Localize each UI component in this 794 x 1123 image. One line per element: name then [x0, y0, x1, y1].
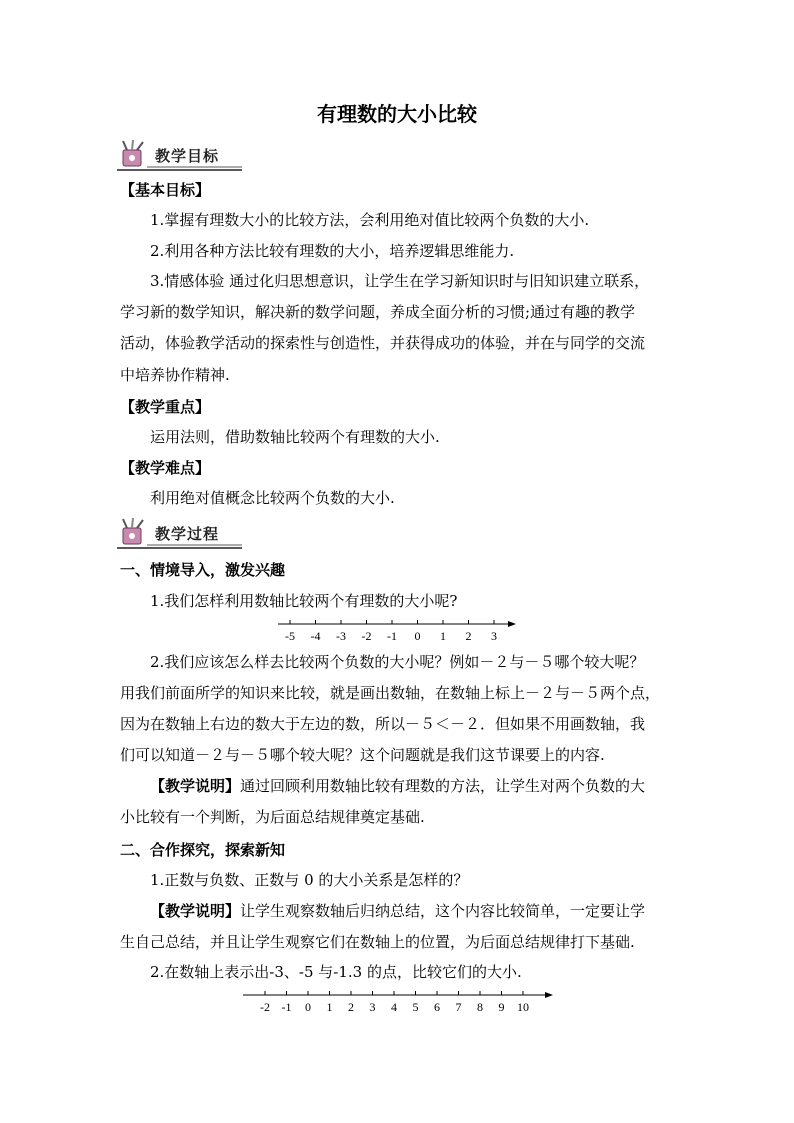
key-point-heading: 【教学重点】: [120, 398, 211, 416]
section-header-teaching-process: [117, 518, 247, 552]
section-label: 教学目标: [155, 147, 220, 165]
axis-tick-label: 2: [348, 1000, 354, 1014]
axis-tick-label: -2: [260, 1000, 270, 1014]
axis-tick-label: 6: [434, 1000, 440, 1014]
axis-tick-label: 7: [455, 1000, 462, 1014]
question-2-line-1: 2.我们应该怎么样去比较两个负数的大小呢？例如－２与－５哪个较大呢？: [150, 653, 645, 671]
question-2-line-4: 们可以知道－２与－５哪个较大呢？这个问题就是我们这节课要上的内容.: [120, 746, 605, 764]
axis-tick-label: 3: [491, 629, 497, 643]
axis-arrow-icon: [508, 621, 516, 627]
axis-tick-label: -3: [336, 629, 346, 643]
axis-tick-label: 2: [465, 629, 472, 643]
axis-tick-label: -5: [285, 629, 295, 643]
part-2-heading: 二、合作探究，探索新知: [120, 841, 286, 859]
page-title: 有理数的大小比较: [317, 102, 477, 126]
number-line-1: [278, 618, 518, 644]
goal-2: 2.利用各种方法比较有理数的大小，培养逻辑思维能力.: [150, 242, 515, 260]
difficulty-heading: 【教学难点】: [120, 459, 211, 477]
difficulty-text: 利用绝对值概念比较两个负数的大小.: [150, 489, 395, 507]
teaching-note-2-line-1: [150, 901, 710, 921]
teaching-note-text: 通过回顾利用数轴比较有理数的方法，让学生对两个负数的大: [240, 777, 646, 795]
number-line-2: [243, 989, 555, 1015]
axis-tick-label: -4: [310, 629, 321, 643]
axis-tick-label: 1: [326, 1000, 333, 1014]
axis-tick-label: 1: [440, 629, 446, 643]
axis-tick-label: 4: [391, 1000, 397, 1014]
question-2-line-3: 因为在数轴上右边的数大于左边的数，所以－５＜－２．但如果不用画数轴，我: [120, 715, 646, 733]
goal-1: 1.掌握有理数大小的比较方法，会利用绝对值比较两个负数的大小.: [150, 211, 590, 229]
axis-arrow-icon: [545, 992, 553, 998]
goal-3-line-2: 学习新的数学知识，解决新的数学问题，养成全面分析的习惯;通过有趣的教学: [120, 303, 636, 321]
section-header-teaching-goals: [117, 140, 247, 174]
axis-tick-label: 5: [412, 1000, 419, 1014]
teaching-note-2-line-2: 生自己总结，并且让学生观察它们在数轴上的位置，为后面总结规律打下基础.: [120, 933, 635, 951]
teaching-note-1-line-2: 小比较有一个判断，为后面总结规律奠定基础.: [120, 808, 425, 826]
part-2-question-1: 1.正数与负数、正数与 0 的大小关系是怎样的？: [150, 871, 469, 889]
section-label: 教学过程: [155, 525, 220, 543]
goal-3-line-1: 3.情感体验 通过化归思想意识，让学生在学习新知识时与旧知识建立联系，: [150, 272, 650, 290]
axis-tick-label: 8: [477, 1000, 483, 1014]
axis-tick-label: 0: [305, 1000, 311, 1014]
question-1: 1.我们怎样利用数轴比较两个有理数的大小呢?: [150, 592, 458, 610]
part-1-heading: 一、情境导入，激发兴趣: [120, 561, 286, 579]
axis-tick-label: 3: [369, 1000, 376, 1014]
axis-tick-label: 0: [414, 629, 421, 643]
key-point-text: 运用法则，借助数轴比较两个有理数的大小.: [150, 428, 440, 446]
axis-tick-label: 9: [498, 1000, 505, 1014]
teaching-note-text: 让学生观察数轴后归纳总结，这个内容比较简单，一定要让学: [240, 902, 646, 920]
axis-tick-label: -1: [387, 629, 397, 643]
axis-tick-label: -2: [361, 629, 372, 643]
basic-goal-heading: 【基本目标】: [120, 181, 211, 199]
question-2-line-2: 用我们前面所学的知识来比较，就是画出数轴，在数轴上标上－２与－５两个点，: [120, 684, 661, 702]
teaching-note-label: 【教学说明】: [150, 902, 241, 920]
axis-tick-label: -1: [281, 1000, 292, 1014]
axis-tick-label: 10: [517, 1000, 529, 1014]
teaching-note-1-line-1: [150, 776, 710, 796]
goal-3-line-3: 活动，体验教学活动的探索性与创造性，并获得成功的体验，并在与同学的交流: [120, 334, 646, 352]
goal-3-line-4: 中培养协作精神.: [120, 366, 230, 384]
teaching-note-label: 【教学说明】: [150, 777, 241, 795]
part-2-question-2: 2.在数轴上表示出-3、-5 与-1.3 的点，比较它们的大小.: [150, 963, 522, 981]
